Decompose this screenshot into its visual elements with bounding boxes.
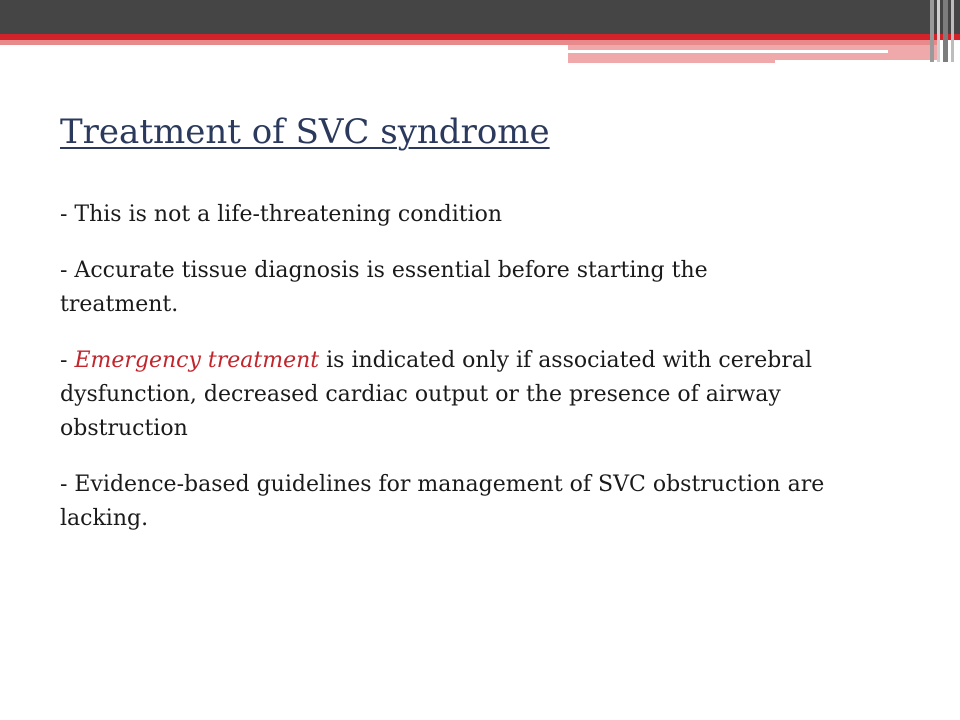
header-white-line-2 xyxy=(775,60,940,63)
header-white-line xyxy=(568,50,888,53)
edge-stripe-4 xyxy=(951,0,954,62)
bullet-3-emphasis: Emergency treatment xyxy=(74,348,320,373)
bullet-3 xyxy=(60,344,830,446)
header-dark-band xyxy=(0,0,960,34)
edge-stripe-2 xyxy=(937,0,940,62)
bullet-3-prefix: - xyxy=(60,348,75,373)
bullet-4: - Evidence-based guidelines for management of SVC obstruction are lacking. xyxy=(60,472,825,531)
slide-body xyxy=(60,198,830,558)
slide-title: Treatment of SVC syndrome xyxy=(60,112,550,152)
edge-stripe-1 xyxy=(930,0,934,62)
bullet-2: - Accurate tissue diagnosis is essential before starting the treatment. xyxy=(60,258,708,317)
edge-stripe-3 xyxy=(943,0,948,62)
bullet-3-suffix: is indicated only if associated with cerebral dysfunction, decreased cardiac output or the presence of airway obstruction xyxy=(60,348,813,441)
bullet-1: - This is not a life-threatening condition xyxy=(60,202,503,227)
